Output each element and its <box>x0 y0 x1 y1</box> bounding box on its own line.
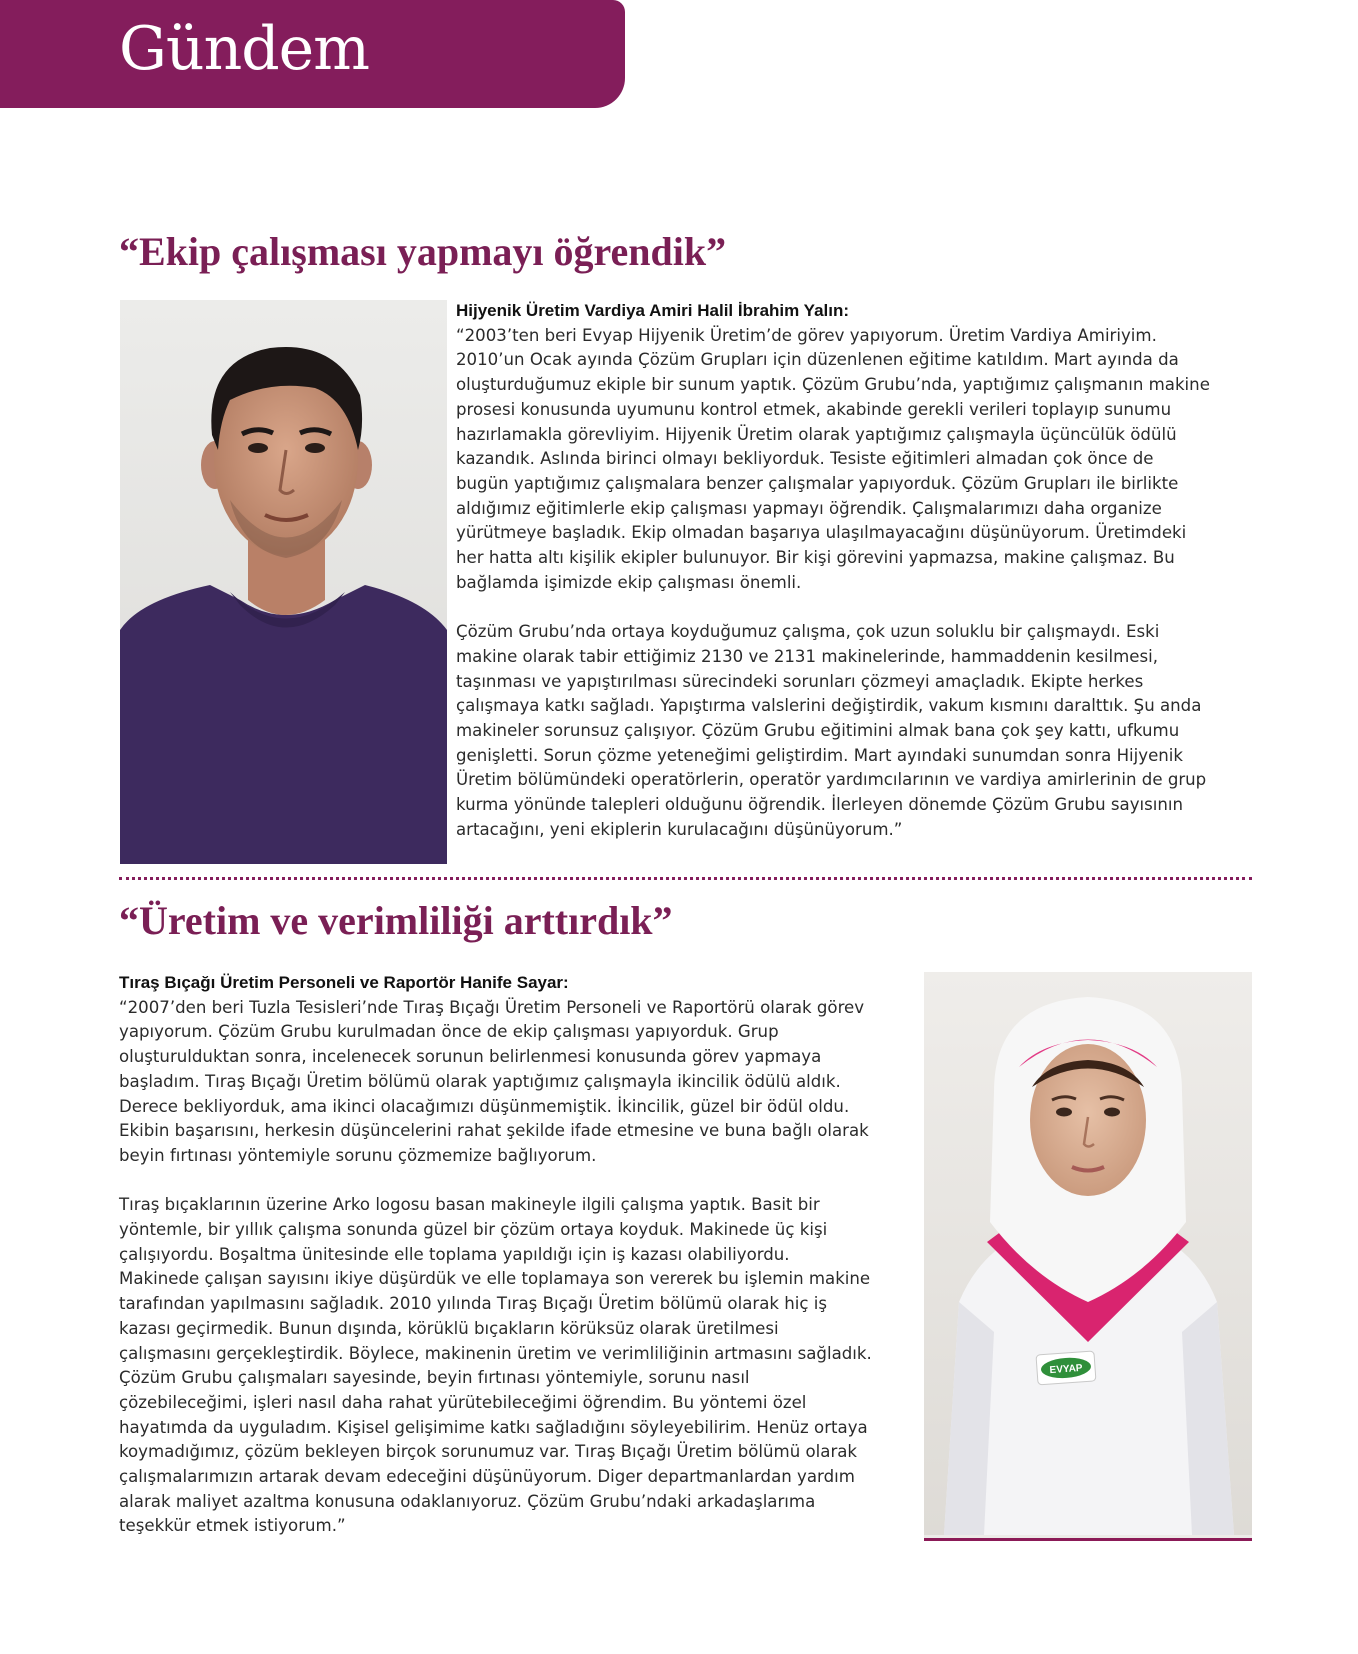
portrait-man-illustration <box>120 300 447 864</box>
article1-paragraph-1: “2003’ten beri Evyap Hijyenik Üretim’de görev yapıyorum. Üretim Vardiya Amiriyim. 2010’un Ocak ayında Çözüm Grupları için düzenlenen eğitime katıldım. Mart ayında da oluşturduğumuz ekiple bir sunum yaptık. Çözüm Grubu’nda, yaptığımız çalışmanın makine prosesi konusunda uyumunu kontrol etmek, akabinde gerekli verileri toplayıp sunumu hazırlamakla görevliyim. Hijyenik Üretim olarak yaptığımız çalışmayla üçüncülük ödülü kazandık. Aslında birinci olmayı bekliyorduk. Tesiste eğitimleri almadan çok önce de bugün yaptığımız çalışmalara benzer çalışmalar yapıyorduk. Çözüm Grupları ile birlikte aldığımız eğitimlerle ekip çalışması yapmayı öğrendik. Çalışmalarımızı daha organize yürütmeye başladık. Ekip olmadan başarıya ulaşılmayacağını düşünüyorum. Üretimdeki her hatta altı kişilik ekipler bulunuyor. Bir kişi görevini yapmazsa, makine çalışmaz. Bu bağlamda işimizde ekip çalışması önemli. <box>456 325 1210 592</box>
evyap-badge-text: EVYAP <box>1049 1362 1083 1377</box>
section-title: Gündem <box>119 14 370 84</box>
portrait-woman-illustration <box>924 972 1252 1535</box>
portrait-photo-woman <box>924 972 1252 1541</box>
article2-speaker: Tıraş Bıçağı Üretim Personeli ve Raportör Hanife Sayar: <box>119 973 569 992</box>
article1-speaker: Hijyenik Üretim Vardiya Amiri Halil İbrahim Yalın: <box>456 301 850 320</box>
section-header-bar <box>0 0 625 108</box>
portrait-photo-man <box>120 300 447 864</box>
article1-paragraph-2: Çözüm Grubu’nda ortaya koyduğumuz çalışma, çok uzun soluklu bir çalışmaydı. Eski makine olarak tabir ettiğimiz 2130 ve 2131 makinelerinde, hammaddenin kesilmesi, taşınması ve yapıştırılması sürecindeki sorunları çözmeyi amaçladık. Ekipte herkes çalışmaya katkı sağladı. Yapıştırma valslerini değiştirdik, vakum kısmını daralttık. Şu anda makineler sorunsuz çalışıyor. Çözüm Grubu eğitimini almak bana çok şey kattı, ufkumu genişletti. Sorun çözme yeteneğimi geliştirdim. Mart ayındaki sunumdan sonra Hijyenik Üretim bölümündeki operatörlerin, operatör yardımcılarının ve vardiya amirlerinin de grup kurma yönünde talepleri olduğunu öğrendik. İlerleyen dönemde Çözüm Grubu sayısının artacağını, yeni ekiplerin kurulacağını düşünüyorum.” <box>456 622 1207 839</box>
article2-heading: “Üretim ve verimliliği arttırdık” <box>119 898 673 943</box>
article1-body <box>456 299 1256 842</box>
article1-heading: “Ekip çalışması yapmayı öğrendik” <box>119 229 727 274</box>
article2-paragraph-1: “2007’den beri Tuzla Tesisleri’nde Tıraş Bıçağı Üretim Personeli ve Raportörü olarak görev yapıyorum. Çözüm Grubu kurulmadan önce de ekip çalışması yapıyorduk. Grup oluşturulduktan sonra, incelenecek sorunun belirlenmesi konusunda görev yapmaya başladım. Tıraş Bıçağı Üretim bölümü olarak yaptığımız çalışmayla ikincilik ödülü aldık. Derece bekliyorduk, ama ikinci olacağımızı düşünmemiştik. İkincilik, güzel bir ödül oldu. Ekibin başarısını, herkesin düşüncelerini rahat şekilde ifade etmesine ve buna bağlı olarak beyin fırtınası yöntemiyle sorunu çözmemize bağlıyorum. <box>119 997 869 1165</box>
section-divider <box>119 877 1252 880</box>
article2-body <box>119 971 919 1539</box>
article2-paragraph-2: Tıraş bıçaklarının üzerine Arko logosu basan makineyle ilgili çalışma yaptık. Basit bir yöntemle, bir yıllık çalışma sonunda güzel bir çözüm ortaya koyduk. Makinede üç kişi çalışıyordu. Boşaltma ünitesinde elle toplama yapıldığı için iş kazası olabiliyordu. Makinede çalışan sayısını ikiye düşürdük ve elle toplamaya son vererek bu işlemin makine tarafından yapılmasını sağladık. 2010 yılında Tıraş Bıçağı Üretim bölümü olarak hiç iş kazası geçirmedik. Bunun dışında, körüklü bıçakların körüksüz olarak üretilmesi çalışmasını gerçekleştirdik. Böylece, makinenin üretim ve verimliliğinin artmasını sağladık. Çözüm Grubu çalışmaları sayesinde, beyin fırtınası yöntemiyle, sorunu nasıl çözebileceğimi, işleri nasıl daha rahat yürütebileceğimi öğrendim. Bu yöntemi özel hayatımda da uyguladım. Kişisel gelişimime katkı sağladığını söyleyebilirim. Henüz ortaya koymadığımız, çözüm bekleyen birçok sorunumuz var. Tıraş Bıçağı Üretim bölümü olarak çalışmalarımızın artarak devam edeceğini düşünüyorum. Diger departmanlardan yardım alarak maliyet azaltma konusuna odaklanıyoruz. Çözüm Grubu’ndaki arkadaşlarıma teşekkür etmek istiyorum.” <box>119 1195 872 1536</box>
